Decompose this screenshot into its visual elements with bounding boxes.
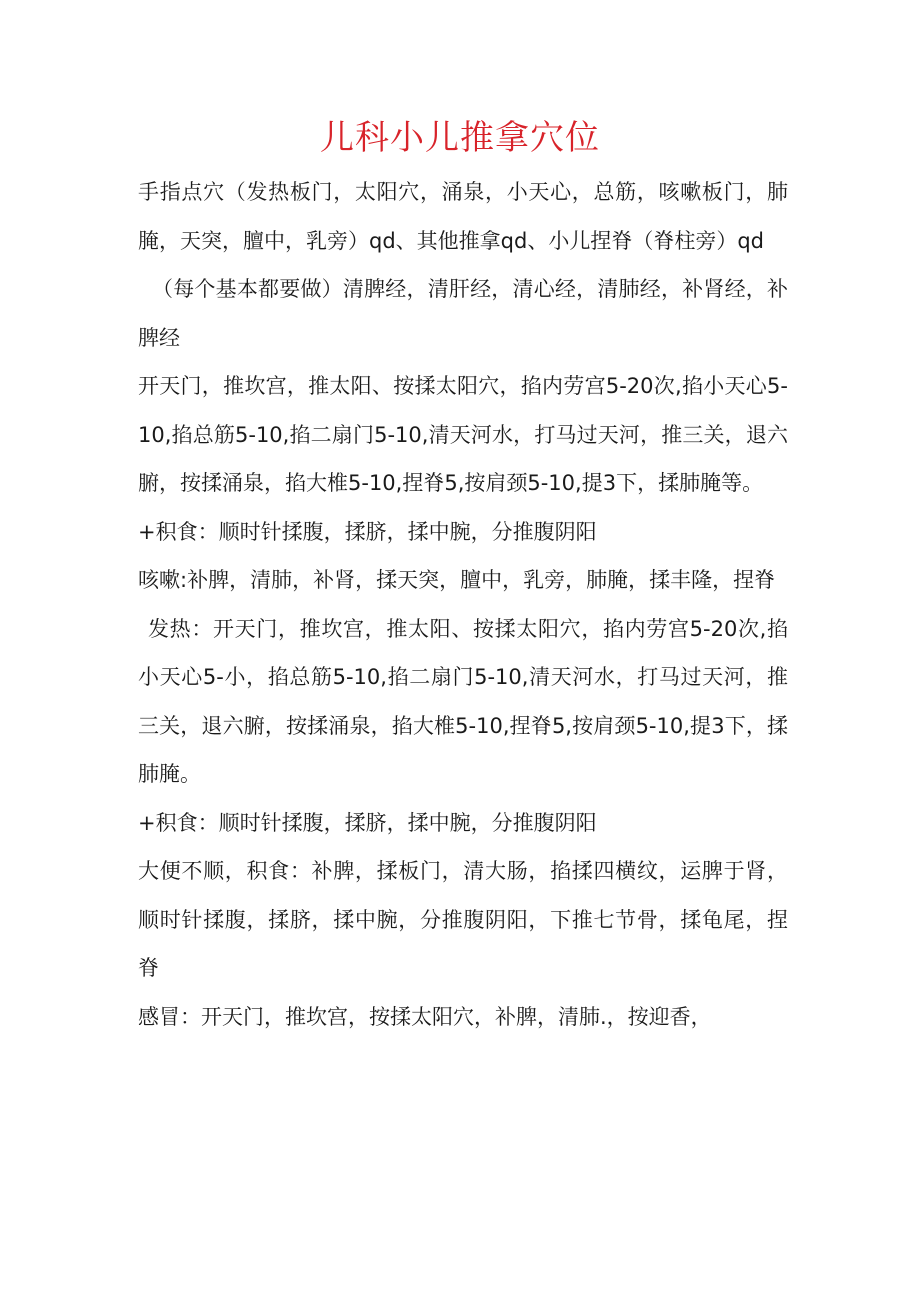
paragraph-acupoints: 手指点穴（发热板门，太阳穴，涌泉，小天心，总筋，咳嗽板门，肺腌，天突，膻中，乳旁）qd、其他推拿qd、小儿捏脊（脊柱旁）qd bbox=[138, 180, 788, 253]
paragraph-fever: 发热：开天门，推坎宫，推太阳、按揉太阳穴，掐内劳宫5-20次,掐小天心5-小，掐总筋5-10,掐二扇门5-10,清天河水，打马过天河，推三关，退六腑，按揉涌泉，掐大椎5-10,捏脊5,按肩颈5-10,提3下，揉肺腌。 bbox=[138, 616, 788, 786]
paragraph-basic-routine: （每个基本都要做）清脾经，清肝经，清心经，清肺经，补肾经，补脾经 bbox=[138, 277, 788, 350]
paragraph-indigestion-2: +积食：顺时针揉腹，揉脐，揉中腕，分推腹阴阳 bbox=[138, 810, 597, 835]
document-body bbox=[138, 168, 788, 1041]
paragraph-indigestion: +积食：顺时针揉腹，揉脐，揉中腕，分推腹阴阳 bbox=[138, 519, 597, 544]
paragraph-cough: 咳嗽:补脾，清肺，补肾，揉天突，膻中，乳旁，肺腌，揉丰隆，捏脊 bbox=[138, 568, 776, 592]
paragraph-general-massage: 开天门，推坎宫，推太阳、按揉太阳穴，掐内劳宫5-20次,掐小天心5-10,掐总筋5-10,掐二扇门5-10,清天河水，打马过天河，推三关，退六腑，按揉涌泉，掐大椎5-10,捏脊5,按肩颈5-10,提3下，揉肺腌等。 bbox=[138, 374, 788, 495]
paragraph-constipation: 大便不顺，积食：补脾，揉板门，清大肠，掐揉四横纹，运脾于肾，顺时针揉腹，揉脐，揉中腕，分推腹阴阳，下推七节骨，揉龟尾，捏脊 bbox=[138, 859, 788, 980]
document-title: 儿科小儿推拿穴位 bbox=[320, 118, 600, 158]
paragraph-cold: 感冒：开天门，推坎宫，按揉太阳穴，补脾，清肺.，按迎香， bbox=[138, 1004, 712, 1029]
